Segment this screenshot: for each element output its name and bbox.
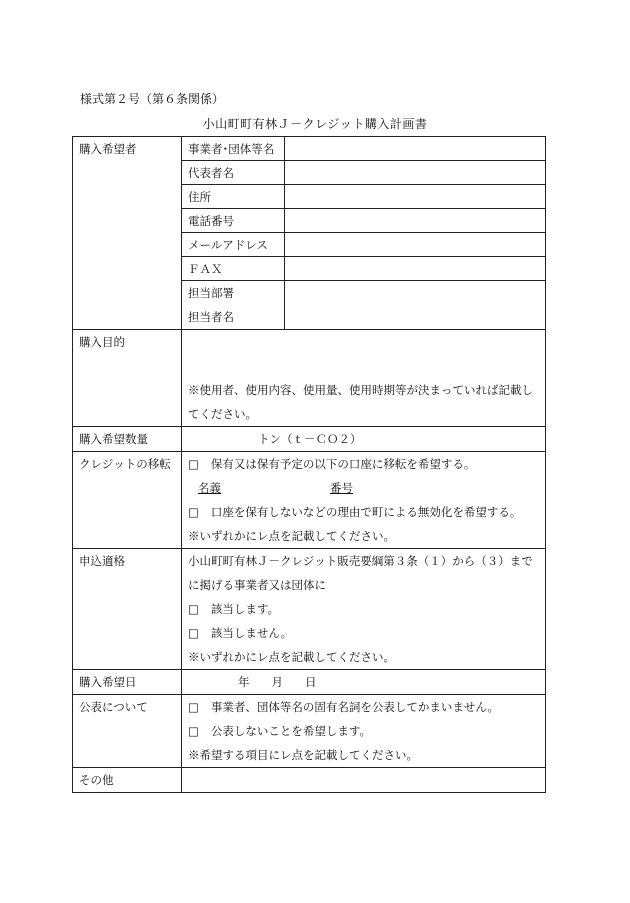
account-number-field[interactable] — [330, 476, 472, 500]
publicity-option1-text: 事業者、団体等名の固有名詞を公表してかまいません。 — [210, 700, 500, 714]
phone-input[interactable] — [285, 209, 546, 233]
eligibility-text-1: 小山町町有林Ｊ－クレジット販売要綱第３条（１）から（３）まで — [188, 554, 533, 568]
field-label-fax: ＦＡＸ — [182, 257, 285, 281]
person-label: 担当者名 — [188, 310, 234, 324]
field-label-phone: 電話番号 — [182, 209, 285, 233]
transfer-option2-checkbox[interactable]: □ — [188, 505, 199, 519]
purpose-cell[interactable] — [182, 330, 546, 427]
eligibility-label: 申込適格 — [73, 549, 182, 670]
eligibility-cell — [182, 549, 546, 670]
date-year: 年 — [238, 675, 250, 689]
publicity-label: 公表について — [73, 695, 182, 768]
eligibility-option2-text: 該当しません。 — [210, 626, 293, 640]
transfer-option2-text: 口座を保有しないなどの理由で町による無効化を希望する。 — [210, 505, 522, 519]
contact-input[interactable] — [285, 281, 546, 330]
date-cell[interactable] — [182, 670, 546, 695]
transfer-note: ※いずれかにレ点を記載してください。 — [188, 529, 395, 543]
account-name-label: 名義 — [198, 481, 221, 495]
email-input[interactable] — [285, 233, 546, 257]
transfer-option1-checkbox[interactable]: □ — [188, 457, 199, 471]
publicity-option2-text: 公表しないことを希望します。 — [210, 724, 371, 738]
account-name-field[interactable] — [198, 476, 318, 500]
eligibility-option1-text: 該当します。 — [210, 602, 279, 616]
purpose-note-1: ※使用者、使用内容、使用量、使用時期等が決まっていれば記載し — [188, 383, 533, 397]
quantity-label: 購入希望数量 — [73, 427, 182, 452]
org-name-input[interactable] — [285, 137, 546, 161]
publicity-cell — [182, 695, 546, 768]
field-label-email: メールアドレス — [182, 233, 285, 257]
form-number: 様式第２号（第６条関係） — [80, 92, 225, 106]
fax-input[interactable] — [285, 257, 546, 281]
quantity-unit: トン（ｔ－ＣＯ２） — [258, 432, 362, 446]
representative-input[interactable] — [285, 161, 546, 185]
date-label: 購入希望日 — [73, 670, 182, 695]
date-month: 月 — [271, 675, 283, 689]
eligibility-note: ※いずれかにレ点を記載してください。 — [188, 650, 395, 664]
transfer-cell — [182, 452, 546, 549]
transfer-label: クレジットの移転 — [73, 452, 182, 549]
quantity-cell[interactable] — [182, 427, 546, 452]
purpose-note-2: てください。 — [188, 407, 257, 421]
form-title: 小山町町有林Ｊ－クレジット購入計画書 — [202, 117, 428, 131]
publicity-note: ※希望する項目にレ点を記載してください。 — [188, 748, 418, 762]
account-number-label: 番号 — [330, 481, 353, 495]
application-form-table — [72, 136, 546, 793]
eligibility-text-2: に掲げる事業者又は団体に — [188, 578, 326, 592]
other-label: その他 — [73, 768, 182, 793]
publicity-option1-checkbox[interactable]: □ — [188, 700, 199, 714]
eligibility-option1-checkbox[interactable]: □ — [188, 602, 199, 616]
other-input[interactable] — [182, 768, 546, 793]
address-input[interactable] — [285, 185, 546, 209]
applicant-label: 購入希望者 — [73, 137, 182, 330]
field-label-org-name: 事業者･団体等名 — [182, 137, 285, 161]
field-label-contact — [182, 281, 285, 330]
purpose-label: 購入目的 — [73, 330, 182, 427]
eligibility-option2-checkbox[interactable]: □ — [188, 626, 199, 640]
field-label-representative: 代表者名 — [182, 161, 285, 185]
transfer-option1-text: 保有又は保有予定の以下の口座に移転を希望する。 — [210, 457, 476, 471]
dept-label: 担当部署 — [188, 286, 234, 300]
field-label-address: 住所 — [182, 185, 285, 209]
publicity-option2-checkbox[interactable]: □ — [188, 724, 199, 738]
date-day: 日 — [305, 675, 317, 689]
